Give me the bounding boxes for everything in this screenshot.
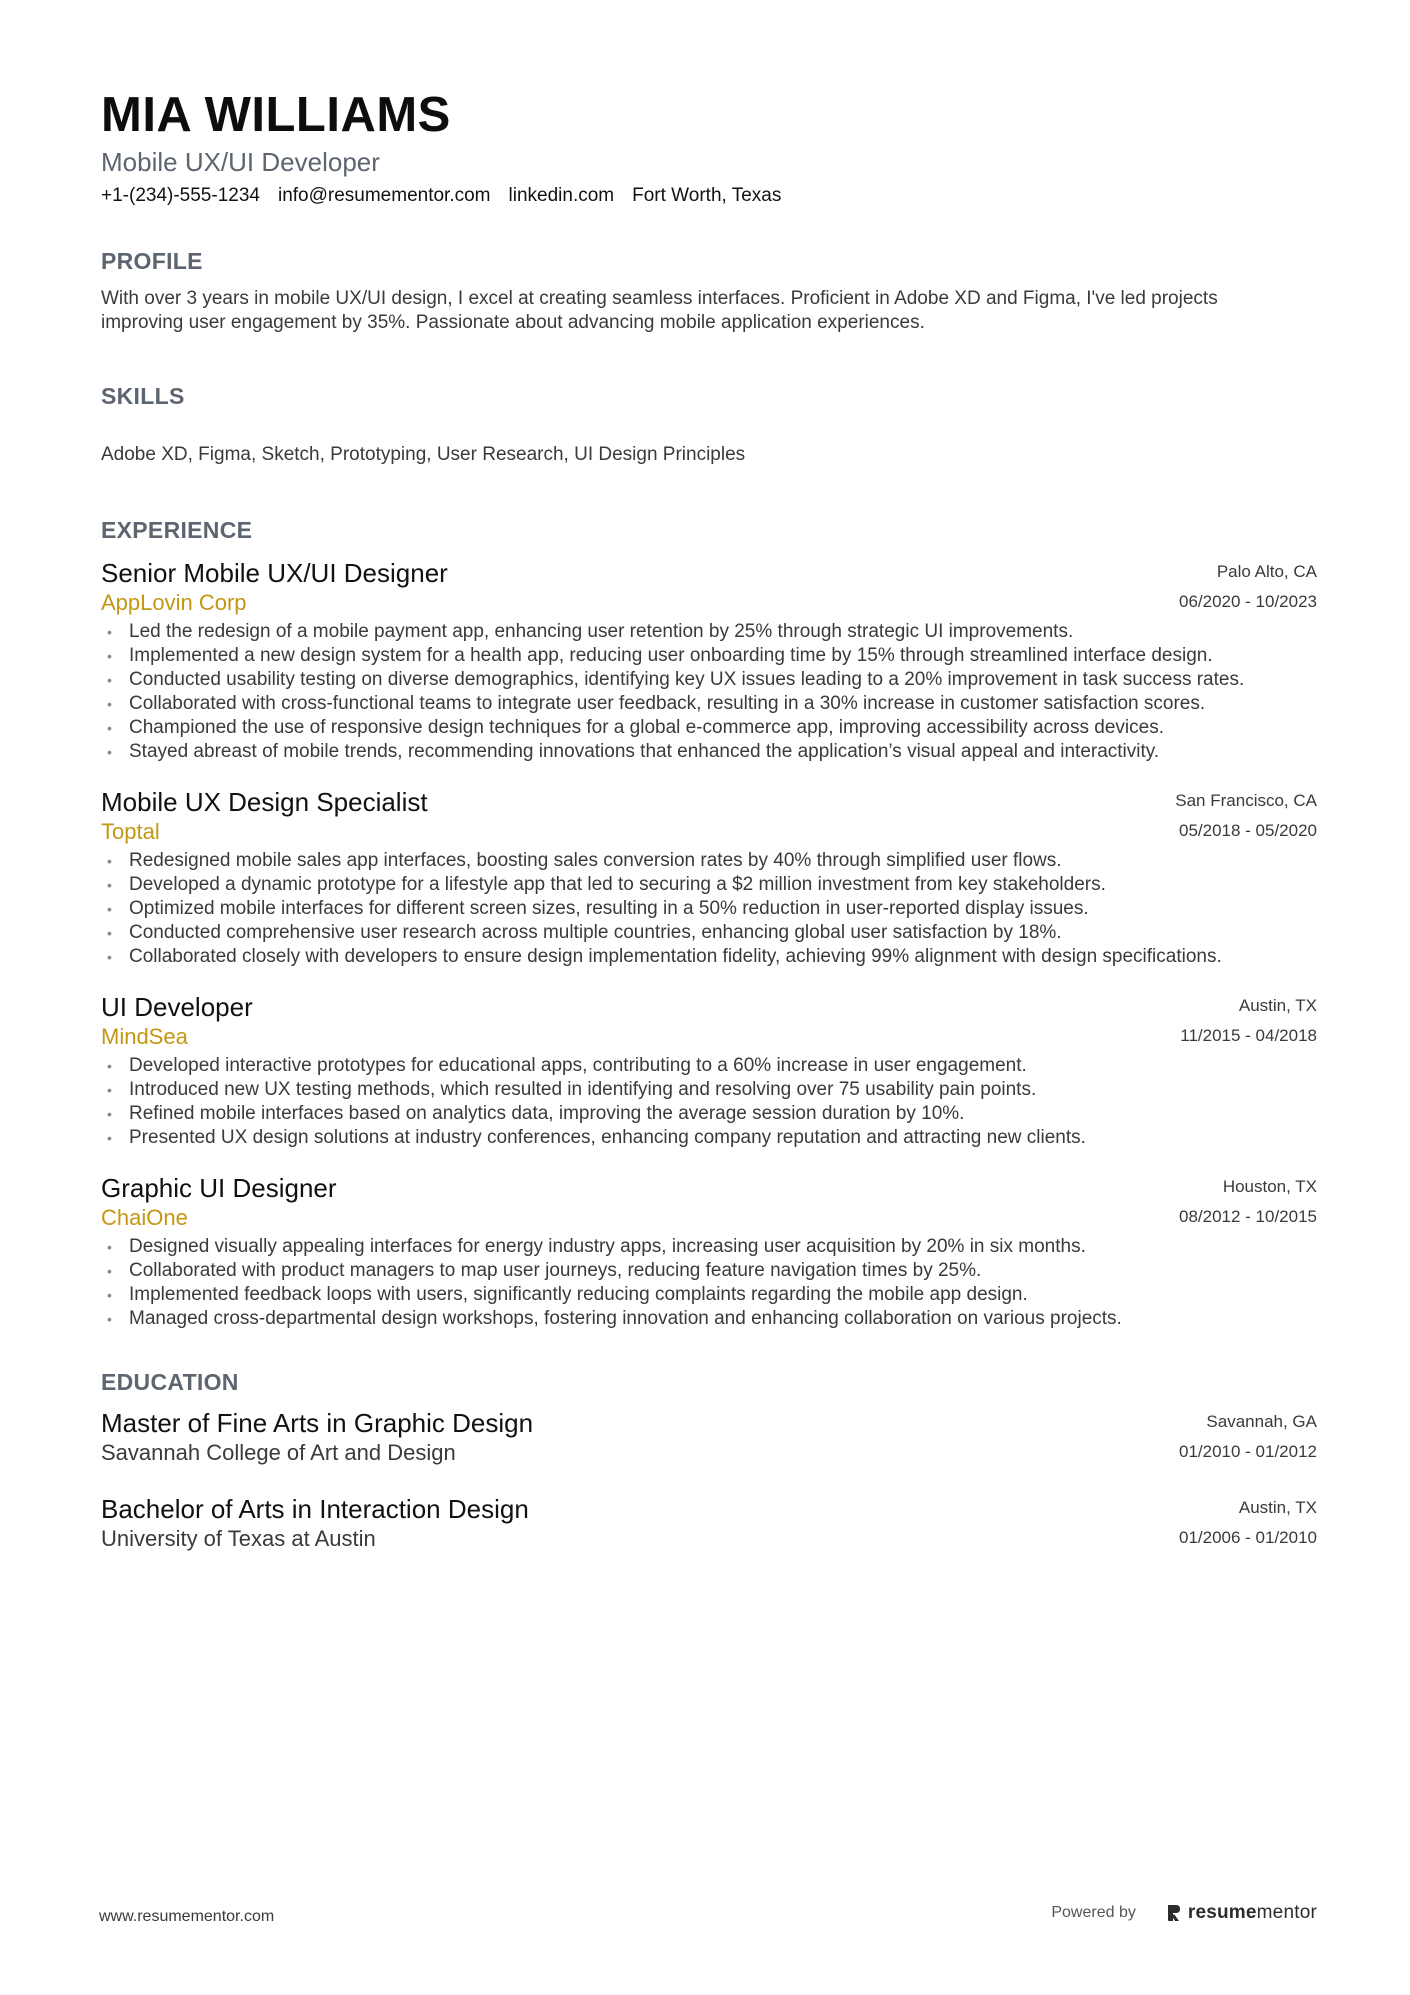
- profile-section: [101, 246, 1317, 335]
- bullet-item: • Championed the use of responsive design techniques for a global e-commerce app, improving accessibility across devices.: [107, 717, 1164, 738]
- skills-heading: SKILLS: [101, 383, 185, 409]
- bullet-dot-icon: •: [107, 1239, 112, 1255]
- job-dates: 08/2012 - 10/2015: [1178, 1207, 1317, 1226]
- profile-heading: PROFILE: [101, 248, 203, 274]
- education-school: University of Texas at Austin: [101, 1526, 376, 1551]
- job-role: Graphic UI Designer: [101, 1173, 337, 1203]
- job-dates: 05/2018 - 05/2020: [1178, 821, 1317, 840]
- job-bullets: [101, 1054, 1317, 1150]
- education-location: Savannah, GA: [1206, 1412, 1317, 1431]
- resume-page: [101, 86, 1317, 1553]
- resumementor-logo-icon: [1166, 1903, 1182, 1923]
- bullet-dot-icon: •: [107, 1130, 112, 1146]
- skills-section: [101, 381, 1317, 467]
- candidate-title: Mobile UX/UI Developer: [101, 147, 380, 177]
- job-entry: [101, 786, 1317, 969]
- bullet-item: • Optimized mobile interfaces for different screen sizes, resulting in a 50% reduction in user-reported display issues.: [107, 898, 1089, 919]
- bullet-item: • Refined mobile interfaces based on analytics data, improving the average session duration by 10%.: [107, 1103, 965, 1124]
- contact-location: Fort Worth, Texas: [632, 185, 782, 206]
- brand-name: resumementor: [1187, 1902, 1317, 1923]
- bullet-item: • Presented UX design solutions at industry conferences, enhancing company reputation and attracting new clients.: [107, 1127, 1086, 1148]
- bullet-dot-icon: •: [107, 1082, 112, 1098]
- bullet-item: • Collaborated closely with developers to ensure design implementation fidelity, achieving 99% alignment with design specifications.: [107, 946, 1222, 967]
- powered-by-label: Powered by: [1051, 1904, 1136, 1921]
- job-company: AppLovin Corp: [101, 590, 247, 615]
- job-bullets: [101, 1235, 1317, 1331]
- resume-header: [101, 86, 1317, 210]
- skills-list: Adobe XD, Figma, Sketch, Prototyping, User Research, UI Design Principles: [101, 444, 746, 465]
- bullet-dot-icon: •: [107, 672, 112, 688]
- job-dates: 06/2020 - 10/2023: [1178, 592, 1317, 611]
- job-company: ChaiOne: [101, 1205, 188, 1230]
- bullet-item: • Designed visually appealing interfaces for energy industry apps, increasing user acquisition by 20% in six months.: [107, 1236, 1086, 1257]
- job-entry: [101, 991, 1317, 1150]
- education-dates: 01/2006 - 01/2010: [1178, 1528, 1317, 1547]
- bullet-item: • Collaborated with cross-functional teams to integrate user feedback, resulting in a 30% increase in customer satisfaction scores.: [107, 693, 1206, 714]
- job-dates: 11/2015 - 04/2018: [1180, 1026, 1317, 1045]
- bullet-item: • Developed a dynamic prototype for a lifestyle app that led to securing a $2 million investment from key stakeholders.: [107, 874, 1106, 895]
- job-location: Austin, TX: [1238, 996, 1317, 1015]
- footer-branding: [1051, 1902, 1317, 1924]
- bullet-item: • Stayed abreast of mobile trends, recommending innovations that enhanced the application’s visual appeal and interactivity.: [107, 741, 1160, 762]
- bullet-item: • Led the redesign of a mobile payment app, enhancing user retention by 25% through strategic UI improvements.: [107, 621, 1074, 642]
- job-location: Palo Alto, CA: [1216, 562, 1317, 581]
- bullet-dot-icon: •: [107, 624, 112, 640]
- bullet-item: • Implemented feedback loops with users, significantly reducing complaints regarding the mobile app design.: [107, 1284, 1028, 1305]
- experience-heading: EXPERIENCE: [101, 517, 253, 543]
- education-entry: [101, 1493, 1317, 1553]
- job-role: UI Developer: [101, 992, 253, 1022]
- bullet-item: • Conducted comprehensive user research across multiple countries, enhancing global user satisfaction by 18%.: [107, 922, 1062, 943]
- job-bullets: [101, 620, 1317, 764]
- contact-line: [101, 182, 1317, 210]
- candidate-name: MIA WILLIAMS: [101, 88, 451, 142]
- education-heading: EDUCATION: [101, 1369, 239, 1395]
- contact-linkedin: linkedin.com: [508, 185, 615, 206]
- bullet-dot-icon: •: [107, 925, 112, 941]
- bullet-dot-icon: •: [107, 1311, 112, 1327]
- education-entry: [101, 1407, 1317, 1467]
- bullet-item: • Implemented a new design system for a health app, reducing user onboarding time by 15% through streamlined interface design.: [107, 645, 1213, 666]
- education-location: Austin, TX: [1238, 1498, 1317, 1517]
- bullet-dot-icon: •: [107, 1263, 112, 1279]
- contact-email: info@resumementor.com: [277, 185, 491, 206]
- job-role: Senior Mobile UX/UI Designer: [101, 558, 448, 588]
- bullet-dot-icon: •: [107, 1058, 112, 1074]
- experience-section: [101, 515, 1317, 1331]
- job-location: San Francisco, CA: [1175, 791, 1317, 810]
- footer-website[interactable]: www.resumementor.com: [99, 1908, 275, 1925]
- education-school: Savannah College of Art and Design: [101, 1440, 456, 1465]
- bullet-item: • Developed interactive prototypes for educational apps, contributing to a 60% increase in user engagement.: [107, 1055, 1027, 1076]
- job-bullets: [101, 849, 1317, 969]
- bullet-dot-icon: •: [107, 696, 112, 712]
- bullet-dot-icon: •: [107, 901, 112, 917]
- bullet-dot-icon: •: [107, 853, 112, 869]
- job-entry: [101, 557, 1317, 764]
- bullet-dot-icon: •: [107, 648, 112, 664]
- education-dates: 01/2010 - 01/2012: [1178, 1442, 1317, 1461]
- job-company: Toptal: [101, 819, 160, 844]
- bullet-item: • Conducted usability testing on diverse demographics, identifying key UX issues leading to a 20% improvement in task success rates.: [107, 669, 1245, 690]
- bullet-dot-icon: •: [107, 949, 112, 965]
- bullet-item: • Managed cross-departmental design workshops, fostering innovation and enhancing collaboration on various projects.: [107, 1308, 1122, 1329]
- bullet-dot-icon: •: [107, 720, 112, 736]
- education-degree: Master of Fine Arts in Graphic Design: [101, 1408, 534, 1438]
- profile-text: With over 3 years in mobile UX/UI design, I excel at creating seamless interfaces. Proficient in Adobe XD and Figma, I've led projects improving user engagement by 35%. Passionate about advancing mobile application experiences.: [101, 288, 1218, 333]
- bullet-dot-icon: •: [107, 1106, 112, 1122]
- contact-phone: +1-(234)-555-1234: [101, 185, 260, 206]
- bullet-dot-icon: •: [107, 744, 112, 760]
- bullet-dot-icon: •: [107, 877, 112, 893]
- bullet-item: • Redesigned mobile sales app interfaces, boosting sales conversion rates by 40% through simplified user flows.: [107, 850, 1062, 871]
- education-section: [101, 1367, 1317, 1553]
- brand-logo[interactable]: [1166, 1902, 1317, 1924]
- job-location: Houston, TX: [1222, 1177, 1317, 1196]
- bullet-dot-icon: •: [107, 1287, 112, 1303]
- job-company: MindSea: [101, 1024, 188, 1049]
- job-role: Mobile UX Design Specialist: [101, 787, 428, 817]
- bullet-item: • Introduced new UX testing methods, which resulted in identifying and resolving over 75 usability pain points.: [107, 1079, 1037, 1100]
- job-entry: [101, 1172, 1317, 1331]
- bullet-item: • Collaborated with product managers to map user journeys, reducing feature navigation times by 25%.: [107, 1260, 982, 1281]
- education-degree: Bachelor of Arts in Interaction Design: [101, 1494, 529, 1524]
